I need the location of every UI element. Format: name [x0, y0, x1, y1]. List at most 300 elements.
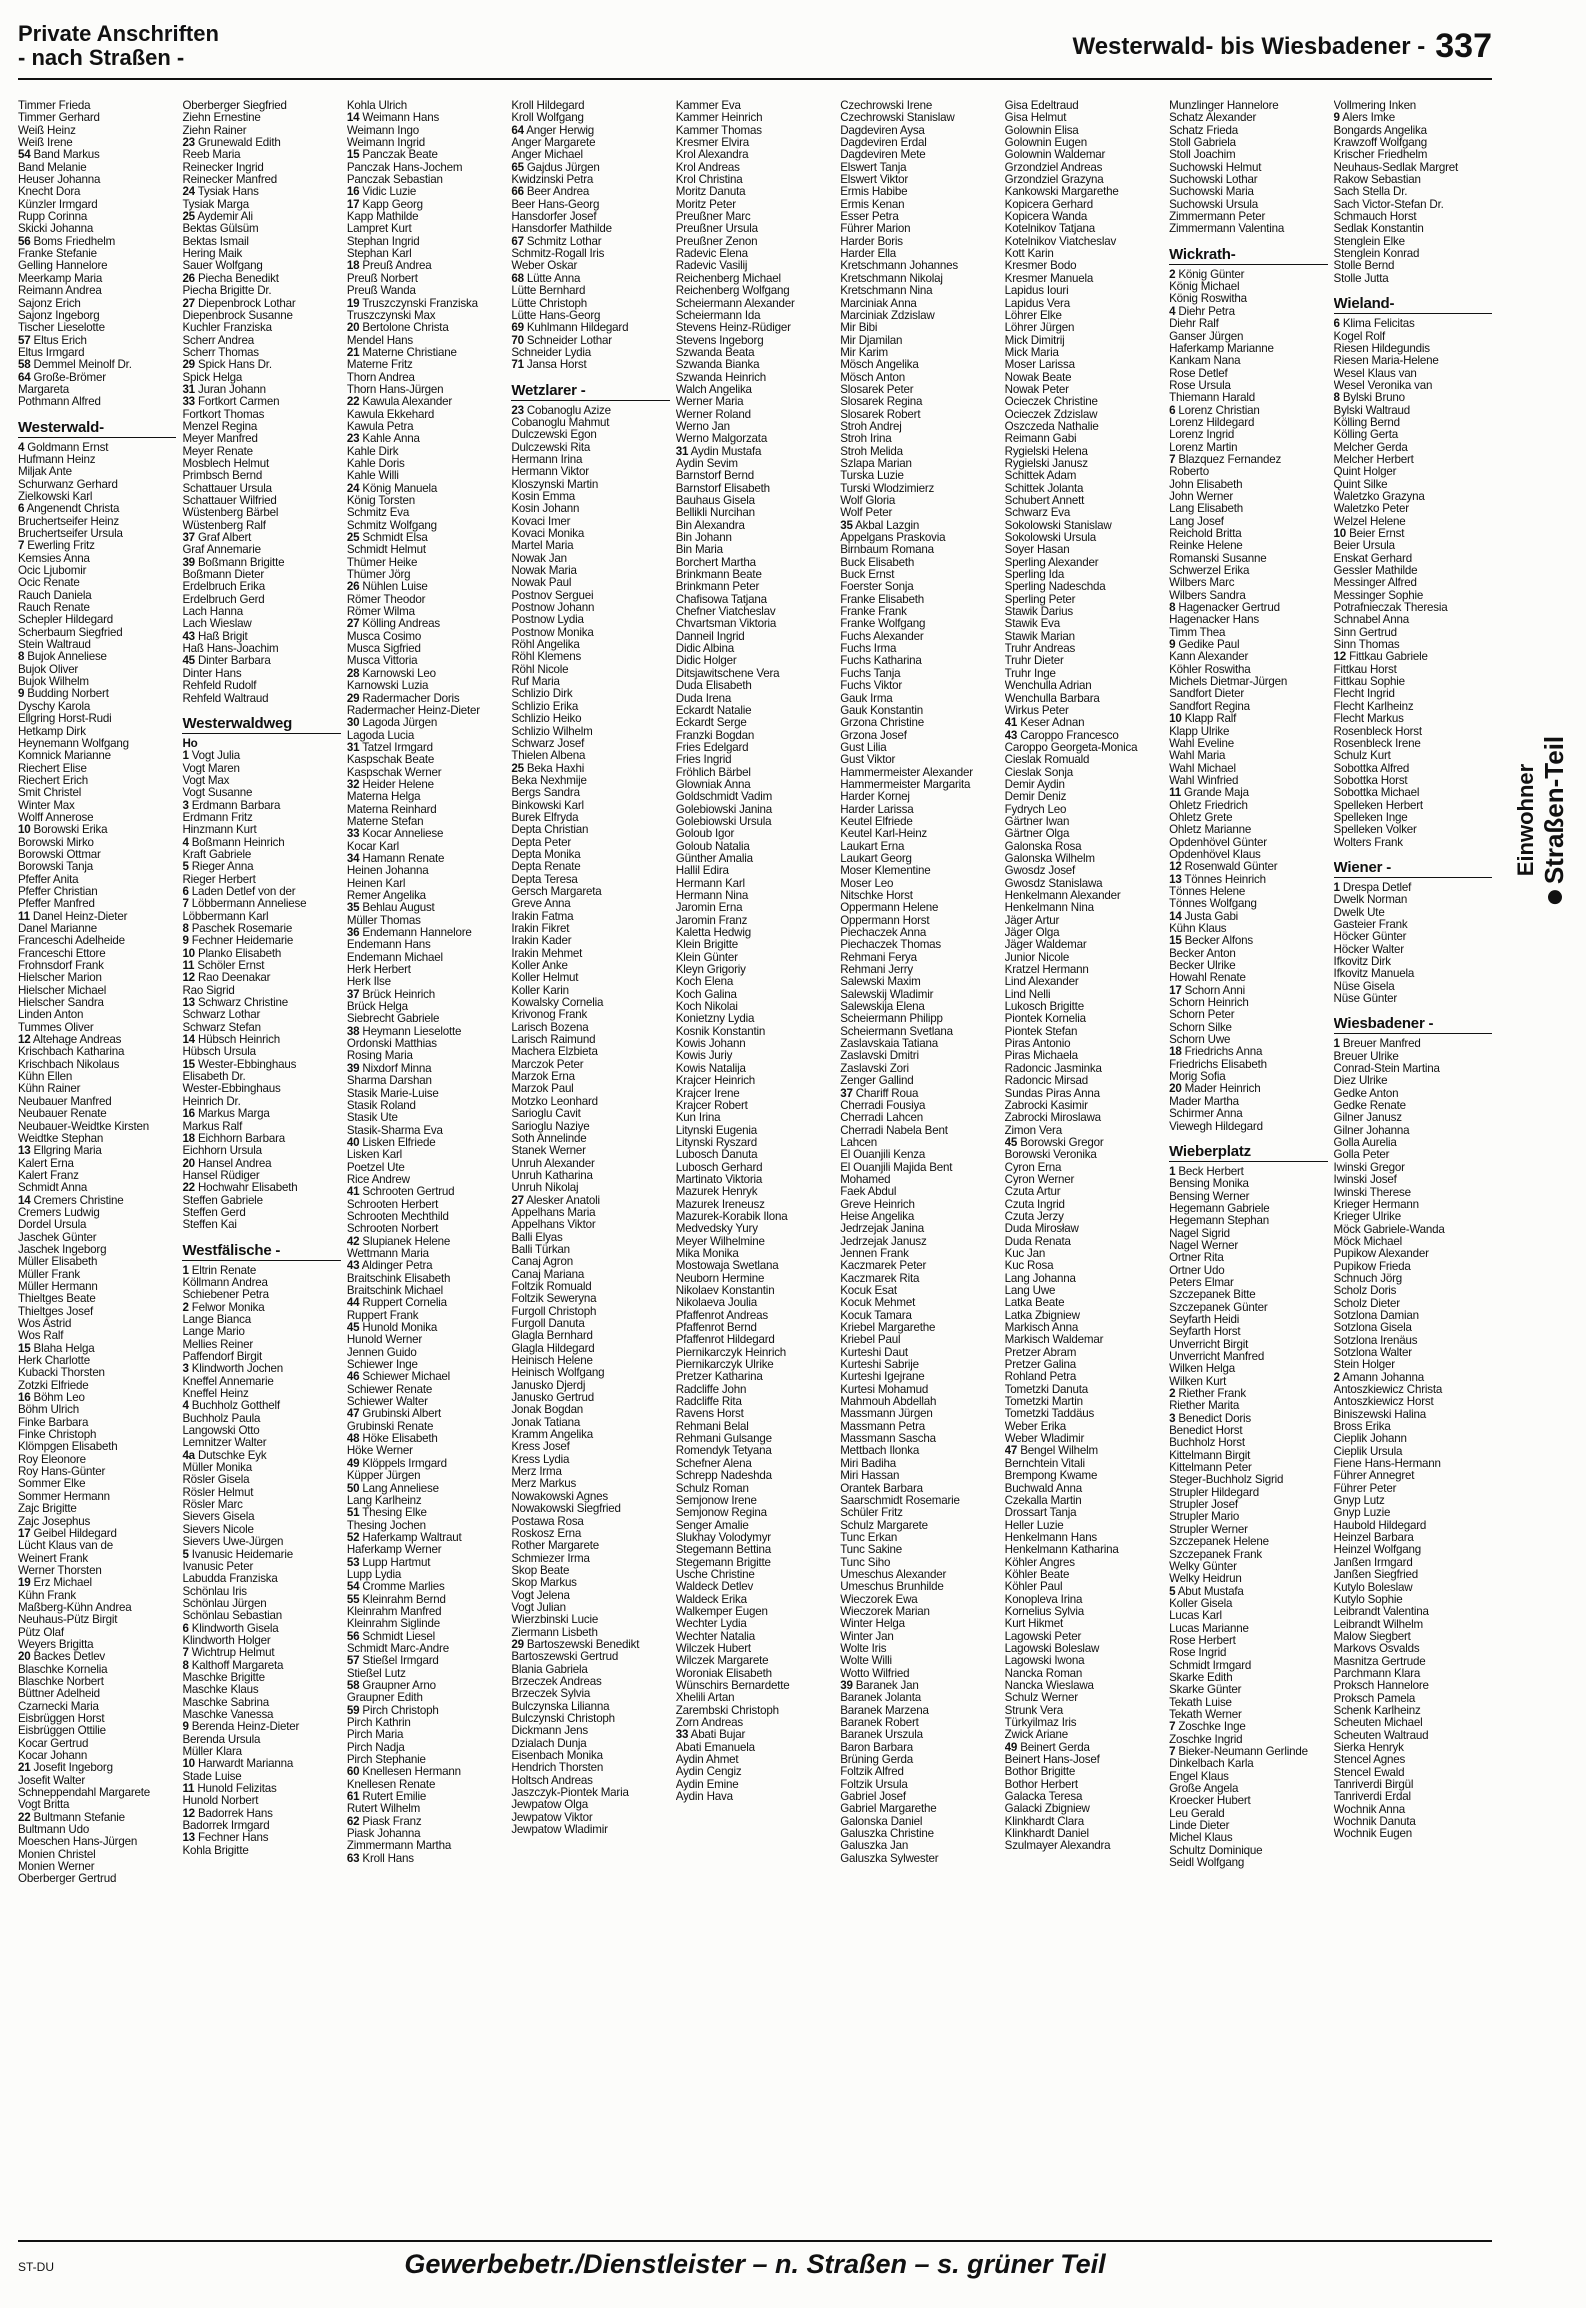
resident-name: Lagowski Peter: [1004, 1630, 1082, 1643]
resident-name: Schmitz Eva: [346, 507, 410, 520]
resident-name: Latka Beate: [1004, 1297, 1065, 1310]
resident-entry: [1334, 837, 1492, 849]
resident-name: Mellies Reiner: [182, 1338, 254, 1351]
resident-name: Schnuch Jörg: [1333, 1272, 1403, 1285]
resident-entry: [511, 211, 669, 223]
resident-name: Sandfort Regina: [1169, 700, 1250, 713]
resident-name: Lagoda Jürgen: [362, 717, 438, 730]
resident-name: Senger Amalie: [675, 1519, 749, 1532]
resident-entry: [1005, 1668, 1163, 1680]
resident-name: Aydemir Ali: [197, 211, 253, 224]
house-number: 13: [182, 997, 195, 1010]
resident-name: Turska Luzie: [840, 470, 904, 483]
resident-entry: [182, 186, 340, 198]
resident-entry: [1334, 516, 1492, 528]
resident-name: Gilner Janusz: [1333, 1112, 1402, 1125]
resident-entry: [840, 1532, 998, 1544]
resident-entry: [840, 742, 998, 754]
resident-entry: [182, 372, 340, 384]
resident-name: Wahl Michael: [1169, 762, 1236, 775]
resident-entry: [18, 466, 176, 478]
resident-entry: [182, 1450, 340, 1462]
resident-entry: [18, 1343, 176, 1355]
resident-entry: [511, 1762, 669, 1774]
resident-name: Martel Maria: [511, 540, 574, 553]
resident-entry: [511, 1738, 669, 1750]
resident-name: Janßen Siegfried: [1333, 1569, 1418, 1582]
resident-entry: [840, 1544, 998, 1556]
house-number: 3: [182, 1363, 189, 1376]
resident-entry: [676, 705, 834, 717]
resident-entry: [347, 1643, 505, 1655]
resident-name: Ordonski Matthias: [346, 1038, 437, 1051]
resident-entry: [182, 285, 340, 297]
resident-entry: [511, 1577, 669, 1589]
resident-entry: [511, 590, 669, 602]
resident-name: Schönlau Jürgen: [182, 1597, 267, 1610]
resident-name: Scheuten Michael: [1333, 1717, 1423, 1730]
resident-entry: [18, 1639, 176, 1651]
resident-entry: [840, 483, 998, 495]
house-number: 5: [1169, 1585, 1176, 1598]
resident-name: Wolte Iris: [840, 1642, 887, 1655]
resident-name: Haferkamp Werner: [346, 1544, 442, 1557]
house-number: 22: [182, 1182, 195, 1195]
resident-name: Steffen Kai: [182, 1219, 237, 1232]
resident-entry: [1169, 1166, 1327, 1178]
resident-entry: [1169, 186, 1327, 198]
resident-entry: [18, 1306, 176, 1318]
resident-name: Truszczynski Franziska: [362, 297, 478, 310]
resident-name: Brück Heinrich: [362, 988, 435, 1001]
resident-name: Möck Michael: [1333, 1235, 1403, 1248]
resident-name: Nixdorf Minna: [362, 1062, 432, 1075]
resident-name: Ruppert Frank: [346, 1309, 419, 1322]
resident-entry: [511, 1441, 669, 1453]
resident-entry: [1334, 1754, 1492, 1766]
house-number: 8: [182, 1659, 189, 1672]
resident-entry: [840, 1088, 998, 1100]
resident-entry: [1169, 1178, 1327, 1190]
resident-name: Köhler Beate: [1004, 1568, 1070, 1581]
resident-name: Hansdorfer Josef: [511, 211, 597, 224]
resident-entry: [1334, 211, 1492, 223]
resident-name: Kovaci Imer: [511, 515, 571, 528]
resident-entry: [182, 898, 340, 910]
resident-entry: [18, 664, 176, 676]
resident-entry: [840, 1013, 998, 1025]
resident-entry: [1005, 310, 1163, 322]
resident-name: Nowak Paul: [511, 577, 572, 590]
resident-entry: [18, 248, 176, 260]
resident-entry: [182, 1034, 340, 1046]
resident-name: Lange Bianca: [182, 1313, 251, 1326]
resident-name: Tönnes Wolfgang: [1169, 898, 1257, 911]
resident-entry: [840, 174, 998, 186]
house-number: 47: [1004, 1445, 1018, 1458]
resident-name: Lucas Marianne: [1169, 1622, 1249, 1635]
resident-name: Henkelmann Nina: [1004, 902, 1094, 915]
resident-name: Fechner Hans: [197, 1832, 269, 1845]
resident-entry: [511, 1059, 669, 1071]
house-number: 19: [346, 297, 360, 310]
resident-entry: [840, 1421, 998, 1433]
resident-entry: [1005, 1791, 1163, 1803]
resident-name: Wolff Annerose: [18, 811, 94, 824]
resident-entry: [1334, 1396, 1492, 1408]
resident-name: Reichenberg Michael: [675, 272, 781, 285]
resident-name: Tometzki Danuta: [1004, 1383, 1089, 1396]
resident-name: Rao Deenakar: [197, 972, 271, 985]
resident-entry: [18, 713, 176, 725]
resident-entry: [18, 540, 176, 552]
resident-name: Gust Lilia: [840, 741, 887, 754]
resident-entry: [347, 1692, 505, 1704]
resident-entry: [676, 1680, 834, 1692]
resident-name: Demir Deniz: [1004, 791, 1067, 804]
resident-name: Wochnik Danuta: [1333, 1816, 1416, 1829]
resident-name: Führer Marion: [840, 223, 911, 236]
resident-entry: [1169, 1277, 1327, 1289]
resident-entry: [182, 1573, 340, 1585]
resident-name: Neubauer-Weidtke Kirsten: [18, 1120, 149, 1133]
resident-entry: [182, 544, 340, 556]
resident-entry: [347, 1248, 505, 1260]
resident-name: Merz Markus: [511, 1478, 577, 1491]
street-heading: Wetzlarer -: [511, 382, 669, 401]
resident-entry: [676, 1384, 834, 1396]
resident-name: Pfeffer Anita: [18, 873, 79, 886]
resident-entry: [1334, 981, 1492, 993]
resident-name: Kohla Brigitte: [182, 1844, 249, 1857]
resident-entry: [182, 1783, 340, 1795]
resident-name: Wünschirs Bernardette: [675, 1680, 790, 1692]
resident-name: Conrad-Stein Martina: [1333, 1063, 1440, 1076]
resident-entry: [676, 409, 834, 421]
resident-entry: [511, 1602, 669, 1614]
resident-name: Chvartsman Viktoria: [675, 618, 777, 631]
resident-entry: [511, 713, 669, 725]
resident-entry: [511, 898, 669, 910]
resident-name: Walch Angelika: [675, 383, 752, 396]
resident-entry: [511, 1553, 669, 1565]
resident-name: Neubauer Renate: [18, 1108, 107, 1121]
resident-name: Nikolaev Konstantin: [675, 1285, 775, 1297]
resident-name: Jaszczyk-Piontek Maria: [511, 1787, 629, 1800]
resident-name: Schiewer Inge: [346, 1359, 418, 1372]
resident-name: Keser Adnan: [1020, 717, 1085, 730]
resident-entry: [840, 791, 998, 803]
resident-entry: [511, 639, 669, 651]
resident-name: Keutel Karl-Heinz: [840, 828, 928, 841]
resident-entry: [182, 1133, 340, 1145]
resident-entry: [18, 285, 176, 297]
resident-entry: [840, 1606, 998, 1618]
house-number: 67: [511, 235, 524, 248]
resident-entry: [840, 1729, 998, 1741]
resident-name: Schwarz Lothar: [182, 1009, 261, 1022]
resident-entry: [1005, 1433, 1163, 1445]
resident-entry: [182, 298, 340, 310]
resident-name: Brück Helga: [346, 1001, 408, 1014]
resident-entry: [511, 800, 669, 812]
resident-name: Mick Dimitrij: [1004, 334, 1065, 347]
resident-name: Postnov Serguei: [511, 589, 594, 602]
house-number: 17: [346, 198, 360, 211]
resident-entry: [18, 627, 176, 639]
resident-entry: [347, 853, 505, 865]
resident-entry: [840, 680, 998, 692]
resident-name: Kahle Anna: [362, 433, 420, 446]
resident-entry: [1005, 359, 1163, 371]
resident-entry: [676, 1754, 834, 1766]
resident-entry: [1005, 1840, 1163, 1852]
resident-name: Rehfeld Waltraud: [182, 692, 269, 705]
resident-name: Kroll Wolfgang: [511, 112, 584, 125]
resident-name: Kloszynski Martin: [511, 478, 599, 491]
resident-name: Schenk Karlheinz: [1333, 1704, 1421, 1717]
resident-name: Merz Irma: [511, 1466, 562, 1479]
resident-entry: [1169, 849, 1327, 861]
resident-entry: [1169, 355, 1327, 367]
resident-name: Lach Wieslaw: [182, 618, 252, 631]
resident-name: Stade Luise: [182, 1770, 242, 1783]
resident-name: Herk Ilse: [346, 976, 391, 989]
resident-name: Lukosch Brigitte: [1004, 1001, 1084, 1014]
resident-entry: [18, 590, 176, 602]
resident-name: Kapp Georg: [362, 198, 423, 211]
resident-entry: [1005, 1038, 1163, 1050]
resident-entry: [1169, 1524, 1327, 1536]
resident-entry: [1169, 1857, 1327, 1869]
resident-name: Irakin Mehmet: [511, 947, 583, 960]
resident-entry: [1169, 627, 1327, 639]
resident-entry: [676, 1137, 834, 1149]
resident-name: Alesker Anatoli: [526, 1194, 600, 1207]
resident-entry: [1005, 162, 1163, 174]
house-number: 63: [346, 1852, 360, 1865]
house-number: 2: [1169, 1388, 1176, 1401]
resident-name: Knellesen Renate: [346, 1778, 436, 1791]
resident-entry: [511, 1306, 669, 1318]
resident-entry: [182, 1487, 340, 1499]
resident-name: Danel Heinz-Dieter: [32, 910, 128, 923]
resident-entry: [840, 1273, 998, 1285]
resident-entry: [347, 890, 505, 902]
resident-entry: [1169, 861, 1327, 873]
resident-name: Chariff Roua: [855, 1087, 919, 1100]
resident-entry: [1005, 1223, 1163, 1235]
resident-name: Thielen Albena: [511, 750, 586, 763]
resident-entry: [676, 1618, 834, 1630]
resident-entry: [1005, 853, 1163, 865]
resident-name: Heinen Karl: [346, 877, 406, 890]
resident-name: Mahmouh Abdellah: [840, 1396, 937, 1409]
resident-name: Weiß Heinz: [18, 124, 76, 137]
resident-entry: [1169, 1413, 1327, 1425]
resident-entry: [1005, 1705, 1163, 1717]
resident-name: Heynemann Wolfgang: [18, 737, 129, 750]
resident-entry: [1169, 1376, 1327, 1388]
resident-entry: [511, 1330, 669, 1342]
resident-name: Grzona Josef: [840, 729, 907, 742]
resident-entry: [840, 248, 998, 260]
resident-name: Czechrowski Irene: [840, 100, 933, 112]
resident-name: Musca Cosimo: [346, 630, 422, 643]
resident-name: Slosarek Peter: [840, 383, 914, 396]
resident-entry: [1334, 149, 1492, 161]
resident-name: Klindworth Gisela: [191, 1622, 279, 1635]
house-number: 15: [346, 149, 360, 162]
resident-entry: [182, 520, 340, 532]
resident-name: Roy Hans-Günter: [18, 1466, 106, 1479]
resident-entry: [511, 273, 669, 285]
resident-name: Wilbers Sandra: [1169, 589, 1246, 602]
resident-name: Harder Boris: [840, 235, 903, 248]
house-number: 25: [346, 532, 360, 545]
house-number: 41: [1004, 717, 1018, 730]
resident-name: Pfeffer Christian: [18, 885, 98, 898]
house-number: 9: [1169, 639, 1176, 652]
resident-name: Nüse Günter: [1333, 993, 1398, 1006]
resident-name: Piask Johanna: [346, 1828, 421, 1841]
resident-entry: [511, 199, 669, 211]
resident-entry: [18, 503, 176, 515]
resident-name: Tekath Luise: [1169, 1696, 1232, 1709]
resident-name: Bulczynska Lilianna: [511, 1700, 610, 1713]
house-number: 8: [1169, 602, 1176, 615]
resident-entry: [511, 1478, 669, 1490]
resident-name: Linden Anton: [18, 1009, 84, 1022]
resident-entry: [1334, 1582, 1492, 1594]
house-number: 7: [1169, 1721, 1176, 1734]
resident-entry: [182, 606, 340, 618]
resident-name: Galacki Zbigniew: [1004, 1803, 1090, 1816]
resident-entry: [1169, 528, 1327, 540]
resident-name: Ermis Habibe: [840, 186, 908, 199]
resident-name: Menzel Regina: [182, 420, 258, 433]
resident-entry: [511, 997, 669, 1009]
resident-name: Cobanoglu Mahmut: [511, 416, 610, 429]
resident-entry: [676, 1408, 834, 1420]
resident-name: Kahle Willi: [346, 470, 399, 483]
resident-name: Rohland Petra: [1004, 1371, 1077, 1384]
resident-entry: [511, 1096, 669, 1108]
resident-name: Grzona Christine: [840, 717, 925, 730]
resident-entry: [840, 581, 998, 593]
resident-name: Kraft Gabriele: [182, 848, 252, 861]
resident-entry: [182, 1265, 340, 1277]
resident-name: Cyron Werner: [1004, 1173, 1075, 1186]
resident-entry: [1169, 1832, 1327, 1844]
resident-name: Blaschke Kornelia: [18, 1663, 108, 1676]
resident-name: Steger-Buchholz Sigrid: [1169, 1474, 1284, 1487]
resident-name: Brzeczek Andreas: [511, 1675, 602, 1688]
resident-entry: [1169, 960, 1327, 972]
resident-name: Goloub Natalia: [675, 840, 750, 853]
resident-entry: [1334, 1298, 1492, 1310]
resident-name: Piecha Benedikt: [197, 272, 279, 285]
resident-name: Biniszewski Halina: [1333, 1408, 1426, 1421]
resident-name: Cieplik Johann: [1333, 1433, 1407, 1446]
resident-name: Radermacher Doris: [362, 692, 460, 705]
resident-name: Litynski Eugenia: [675, 1124, 757, 1137]
house-number: 6: [182, 885, 189, 898]
resident-entry: [1334, 1804, 1492, 1816]
resident-name: Lütte Christoph: [511, 297, 587, 310]
resident-entry: [347, 458, 505, 470]
resident-name: Tunc Sakine: [840, 1544, 903, 1557]
resident-name: Stroh Andrej: [840, 420, 902, 433]
resident-name: Schrooten Norbert: [346, 1223, 439, 1236]
resident-entry: [182, 347, 340, 359]
resident-entry: [840, 310, 998, 322]
resident-entry: [1005, 1816, 1163, 1828]
resident-entry: [511, 923, 669, 935]
resident-entry: [1005, 964, 1163, 976]
resident-name: Roberto: [1169, 466, 1209, 479]
resident-name: Didic Holger: [675, 655, 737, 668]
house-number: 30: [346, 717, 360, 730]
resident-name: Lang Johanna: [1004, 1272, 1076, 1285]
resident-name: Kölling Bernd: [1333, 416, 1400, 429]
resident-name: Haß Brigit: [197, 630, 248, 643]
resident-entry: [840, 520, 998, 532]
resident-name: Kun Irina: [675, 1112, 721, 1125]
resident-entry: [182, 211, 340, 223]
resident-name: Tunc Erkan: [840, 1531, 898, 1544]
resident-name: Römer Theodor: [346, 593, 426, 606]
resident-entry: [1334, 1705, 1492, 1717]
resident-entry: [347, 1791, 505, 1803]
resident-name: Köhler Paul: [1004, 1581, 1063, 1594]
resident-entry: [1334, 800, 1492, 812]
resident-entry: [347, 137, 505, 149]
resident-entry: [1169, 1215, 1327, 1227]
resident-name: Salewskij Wladimir: [840, 988, 934, 1001]
resident-name: Hallil Edira: [675, 865, 729, 878]
resident-entry: [18, 1182, 176, 1194]
house-number: 23: [346, 433, 360, 446]
resident-entry: [1334, 1544, 1492, 1556]
resident-entry: [676, 989, 834, 1001]
resident-name: Reichold Britta: [1169, 528, 1242, 540]
resident-name: Harder Larissa: [840, 803, 914, 816]
resident-name: Skarke Günter: [1169, 1684, 1242, 1697]
resident-name: Küpper Jürgen: [346, 1470, 421, 1483]
resident-entry: [1005, 100, 1163, 112]
resident-entry: [182, 668, 340, 680]
resident-entry: [511, 1158, 669, 1170]
resident-name: Bin Johann: [675, 532, 732, 545]
resident-name: Schrepp Nadeshda: [675, 1470, 772, 1483]
resident-name: Pretzer Abram: [1004, 1346, 1077, 1359]
resident-name: Bauhaus Gisela: [675, 495, 755, 507]
resident-name: Lorenz Christian: [1178, 404, 1260, 417]
resident-name: Radoncic Jasminka: [1004, 1062, 1102, 1075]
resident-name: Spick Hans Dr.: [197, 359, 272, 372]
house-number: 1: [182, 750, 189, 763]
resident-entry: [1005, 730, 1163, 742]
resident-name: Stroh Melida: [840, 445, 903, 458]
resident-name: Lorenz Martin: [1169, 441, 1238, 454]
resident-name: Rösler Helmut: [182, 1486, 254, 1499]
resident-name: Abati Bujar: [690, 1729, 746, 1742]
resident-entry: [18, 1367, 176, 1379]
resident-entry: [840, 643, 998, 655]
resident-entry: [1169, 1795, 1327, 1807]
directory-columns: [18, 100, 1492, 2230]
